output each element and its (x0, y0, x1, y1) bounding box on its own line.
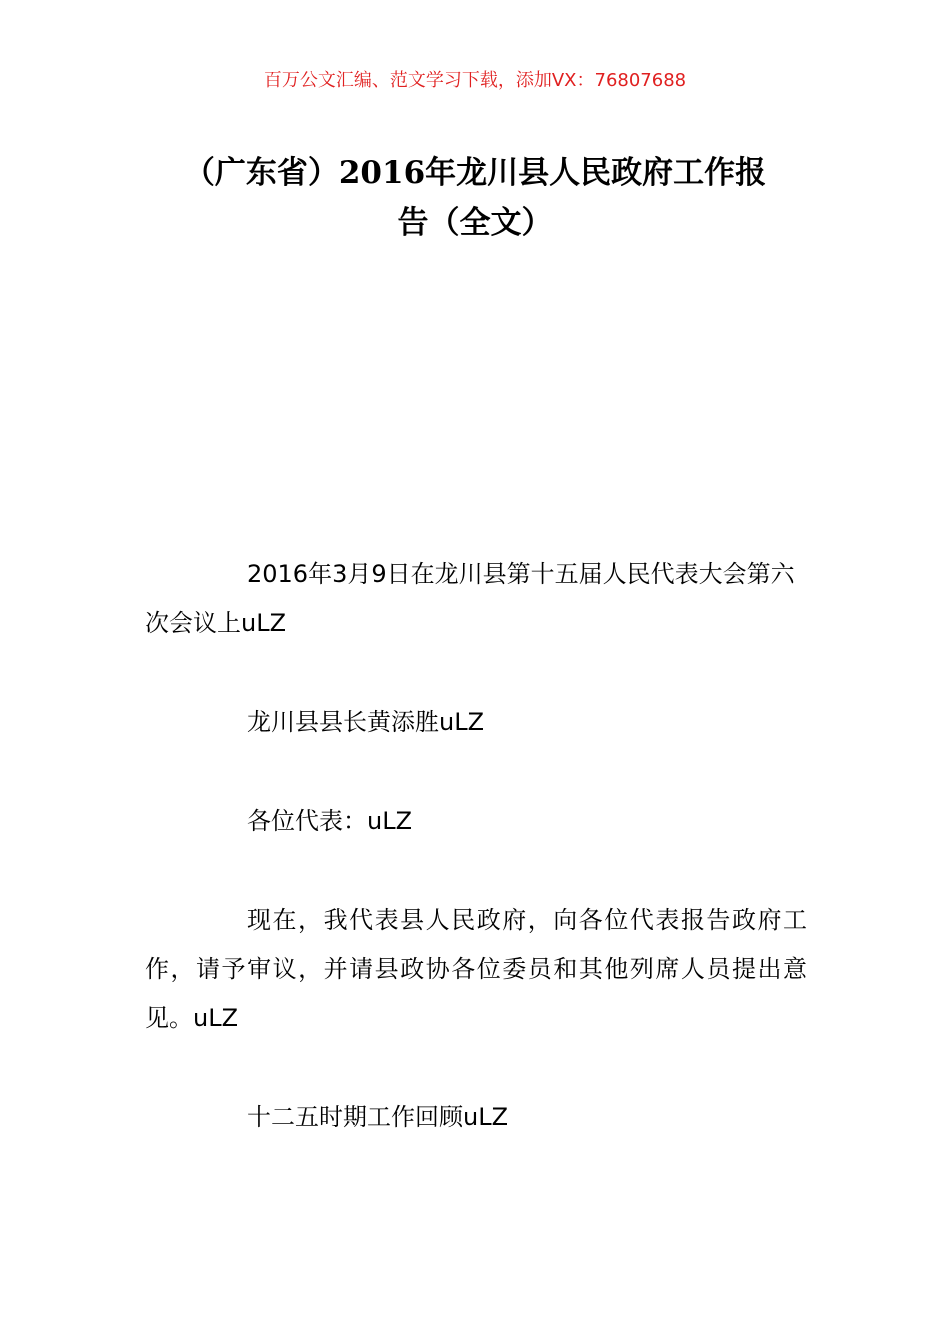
title-line-2: 告（全文） (397, 205, 553, 241)
document-body (145, 550, 807, 1142)
paragraph-meeting-info: 2016年3月9日在龙川县第十五届人民代表大会第六次会议上uLZ (145, 560, 795, 637)
paragraph-section-heading: 十二五时期工作回顾uLZ (247, 1103, 509, 1131)
title-line-1: （广东省）2016年龙川县人民政府工作报 (183, 155, 767, 191)
paragraph-intro: 现在，我代表县人民政府，向各位代表报告政府工作，请予审议，并请县政协各位委员和其他列席人员提出意见。uLZ (145, 906, 807, 1032)
paragraph-speaker: 龙川县县长黄添胜uLZ (247, 708, 485, 736)
document-title (145, 148, 805, 248)
header-note: 百万公文汇编、范文学习下载，添加VX：76807688 (263, 70, 687, 91)
paragraph-salutation: 各位代表：uLZ (247, 807, 413, 835)
